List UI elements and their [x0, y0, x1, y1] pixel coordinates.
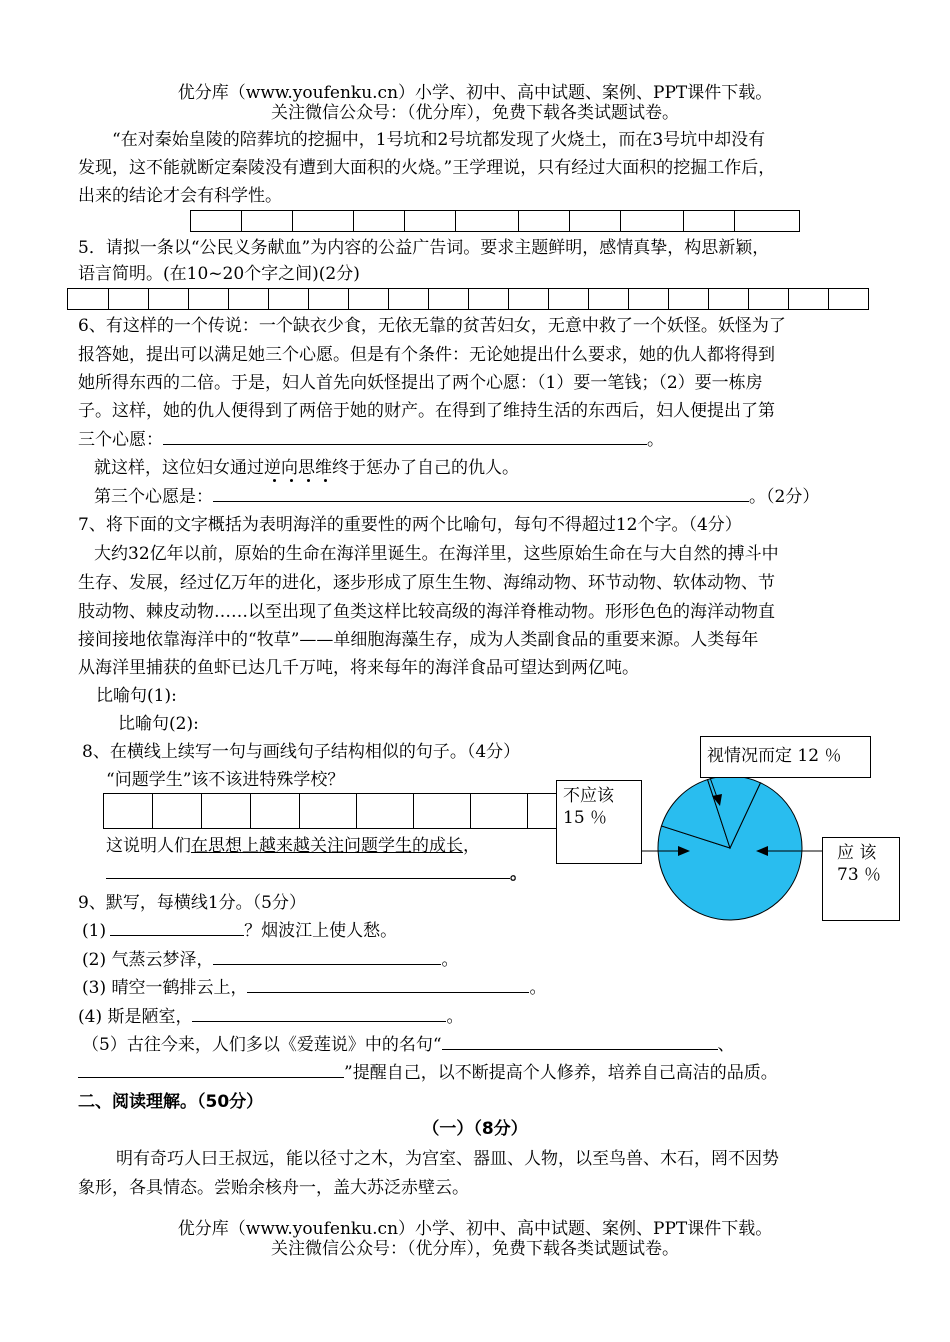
q7-para-line-2: 生存、发展，经过亿万年的进化，逐步形成了原生生物、海绵动物、环节动物、软体动物、节	[78, 573, 775, 593]
q9-item-5-tail: ”提醒自己，以不断提高个人修养，培养自己高洁的品质。	[344, 1063, 778, 1083]
q5-answer-grid[interactable]	[67, 288, 868, 310]
grid-cell[interactable]	[508, 288, 549, 310]
q9-item-3-text: (3) 晴空一鹤排云上，	[82, 978, 248, 998]
pie-label-should	[822, 837, 900, 921]
q7-para-line-3: 肢动物、棘皮动物……以至出现了鱼类这样比较高级的海洋脊椎动物。形形色色的海洋动物直	[78, 602, 775, 622]
q9-item-2-text: (2) 气蒸云梦泽，	[82, 950, 214, 970]
q6-line-2: 报答她，提出可以满足她三个心愿。但是有个条件：无论她提出什么要求，她的仇人都将得到	[78, 345, 775, 365]
q9-item-5-blank-1[interactable]	[442, 1035, 718, 1050]
q9-item-1	[82, 921, 397, 941]
pie-label-depends: 视情况而定 12 ％	[700, 736, 871, 778]
q9-item-4-end: 。	[446, 1007, 464, 1027]
q9-item-5-blank-2[interactable]	[78, 1063, 344, 1078]
q9-item-1-blank[interactable]	[110, 921, 244, 936]
pie-label-should-not-text: 不应该	[563, 786, 614, 806]
q8-underlined-phrase: 在思想上越来越关注问题学生的成长	[191, 836, 463, 856]
q8-prompt: “问题学生”该不该进特殊学校？	[106, 770, 345, 790]
q5-question-line-2: 语言简明。(在10~20个字之间)(2分)	[78, 264, 360, 284]
reading-para-line-2: 象形，各具情态。尝贻余核舟一，盖大苏泛赤壁云。	[78, 1178, 469, 1198]
pie-label-should-not	[556, 780, 642, 864]
q6-wish-end: 。	[647, 430, 664, 450]
q8-question: 8、在横线上续写一句与画线句子结构相似的句子。（4分）	[82, 742, 521, 762]
grid-cell[interactable]	[828, 288, 869, 310]
grid-cell[interactable]	[388, 288, 429, 310]
grid-cell[interactable]	[268, 288, 309, 310]
q6-answer-label: 第三个心愿是：	[94, 487, 213, 507]
emphasis-dot	[290, 479, 293, 482]
footer-line-1: 优分库（www.youfenku.cn）小学、初中、高中试题、案例、PPT课件下载。	[177, 1219, 773, 1239]
q6-line-1: 6、有这样的一个传说：一个缺衣少食，无依无靠的贫苦妇女，无意中救了一个妖怪。妖怪为了	[78, 316, 786, 336]
grid-cell[interactable]	[468, 288, 509, 310]
q6-line-3: 她所得东西的二倍。于是，妇人首先向妖怪提出了两个心愿：（1）要一笔钱；（2）要一栋房	[78, 373, 763, 393]
grid-cell[interactable]	[548, 288, 589, 310]
grid-cell[interactable]	[628, 288, 669, 310]
q7-simile-1-label: 比喻句(1):	[96, 686, 177, 706]
q9-item-3-end: 。	[529, 978, 547, 998]
q9-item-2-end: 。	[441, 950, 459, 970]
grid-cell[interactable]	[308, 288, 349, 310]
grid-cell[interactable]	[148, 288, 189, 310]
grid-cell[interactable]	[228, 288, 269, 310]
q9-title: 9、默写，每横线1分。（5分）	[78, 893, 306, 913]
q8-answer-grid[interactable]	[103, 793, 594, 829]
reading-para-line-1: 明有奇巧人曰王叔远，能以径寸之木，为宫室、器皿、人物，以至鸟兽、木石，罔不因势	[116, 1149, 779, 1169]
q8-continue-end: 。	[510, 864, 527, 884]
q9-item-4-text: (4) 斯是陋室，	[78, 1007, 193, 1027]
pie-label-should-value: 73 ％	[837, 865, 882, 885]
q6-line-5	[78, 430, 664, 450]
q9-item-5-sep: 、	[717, 1035, 735, 1055]
q6-answer-end: 。（2分）	[749, 487, 820, 507]
grid-cell[interactable]	[428, 288, 469, 310]
q8-sentence	[106, 836, 480, 856]
q9-item-3	[82, 978, 546, 998]
q7-para-line-5: 从海洋里捕获的鱼虾已达几千万吨，将来每年的海洋食品可望达到两亿吨。	[78, 658, 639, 678]
grid-cell[interactable]	[668, 288, 709, 310]
grid-cell[interactable]	[67, 288, 109, 310]
q9-item-5-cont	[78, 1063, 778, 1083]
footer-line-2: 关注微信公众号：（优分库），免费下载各类试题试卷。	[271, 1239, 679, 1259]
grid-cell[interactable]	[348, 288, 389, 310]
q8-continue-blank[interactable]	[106, 864, 510, 879]
q8-sentence-end: ，	[463, 836, 480, 856]
grid-cell[interactable]	[788, 288, 829, 310]
header-line-2: 关注微信公众号：（优分库），免费下载各类试题试卷。	[271, 103, 679, 123]
grid-cell[interactable]	[108, 288, 149, 310]
section-2-subtitle: （一）（8分）	[422, 1119, 528, 1139]
q4-para-line-2: 发现，这不能就断定秦陵没有遭到大面积的火烧。”王学理说，只有经过大面积的挖掘工作后，	[78, 158, 776, 178]
q6-line-4: 子。这样，她的仇人便得到了两倍于她的财产。在得到了维持生活的东西后，妇人便提出了第	[78, 401, 775, 421]
q9-item-3-blank[interactable]	[247, 978, 529, 993]
q9-item-2	[82, 950, 458, 970]
emphasis-dot	[307, 479, 310, 482]
q9-item-2-blank[interactable]	[213, 950, 441, 965]
q7-question: 7、将下面的文字概括为表明海洋的重要性的两个比喻句，每句不得超过12个字。（4分）	[78, 515, 742, 535]
grid-cell[interactable]	[708, 288, 749, 310]
q6-line-6: 就这样，这位妇女通过逆向思维终于惩办了自己的仇人。	[94, 458, 519, 478]
q7-para-line-1: 大约32亿年以前，原始的生命在海洋里诞生。在海洋里，这些原始生命在与大自然的搏斗中	[94, 544, 779, 564]
q8-continue-line	[106, 864, 527, 884]
section-2-title: 二、阅读理解。（50分）	[78, 1092, 264, 1112]
pie-label-should-text: 应 该	[837, 843, 877, 863]
grid-cell[interactable]	[188, 288, 229, 310]
q9-item-4	[78, 1007, 463, 1027]
q9-item-5-text: （5）古往今来，人们多以《爱莲说》中的名句“	[82, 1035, 442, 1055]
q4-answer-grid[interactable]	[190, 210, 799, 232]
emphasis-dot	[273, 479, 276, 482]
q9-item-5	[82, 1035, 735, 1055]
header-line-1: 优分库（www.youfenku.cn）小学、初中、高中试题、案例、PPT课件下载。	[177, 83, 773, 103]
q5-question-line-1: 5．请拟一条以“公民义务献血”为内容的公益广告词。要求主题鲜明，感情真挚，构思新颖，	[78, 238, 770, 258]
q6-wish-label: 三个心愿：	[78, 430, 163, 450]
grid-cell[interactable]	[748, 288, 789, 310]
q6-answer-blank[interactable]	[213, 487, 749, 502]
q9-item-4-blank[interactable]	[192, 1007, 446, 1022]
q6-wish-blank[interactable]	[163, 430, 647, 445]
q9-item-1-num: (1)	[82, 921, 107, 941]
q4-para-line-1: “在对秦始皇陵的陪葬坑的挖掘中，1号坑和2号坑都发现了火烧土，而在3号坑中却没有	[112, 130, 766, 150]
q9-item-1-text: ？烟波江上使人愁。	[244, 921, 398, 941]
pie-label-should-not-value: 15 ％	[563, 808, 608, 828]
q6-line-7	[94, 487, 819, 507]
q7-simile-2-label: 比喻句(2):	[118, 714, 199, 734]
q7-para-line-4: 接间接地依靠海洋中的“牧草”——单细胞海藻生存，成为人类副食品的重要来源。人类每年	[78, 630, 759, 650]
emphasis-dot	[324, 479, 327, 482]
q8-sentence-start: 这说明人们	[106, 836, 191, 856]
grid-cell[interactable]	[588, 288, 629, 310]
q4-para-line-3: 出来的结论才会有科学性。	[78, 186, 282, 206]
